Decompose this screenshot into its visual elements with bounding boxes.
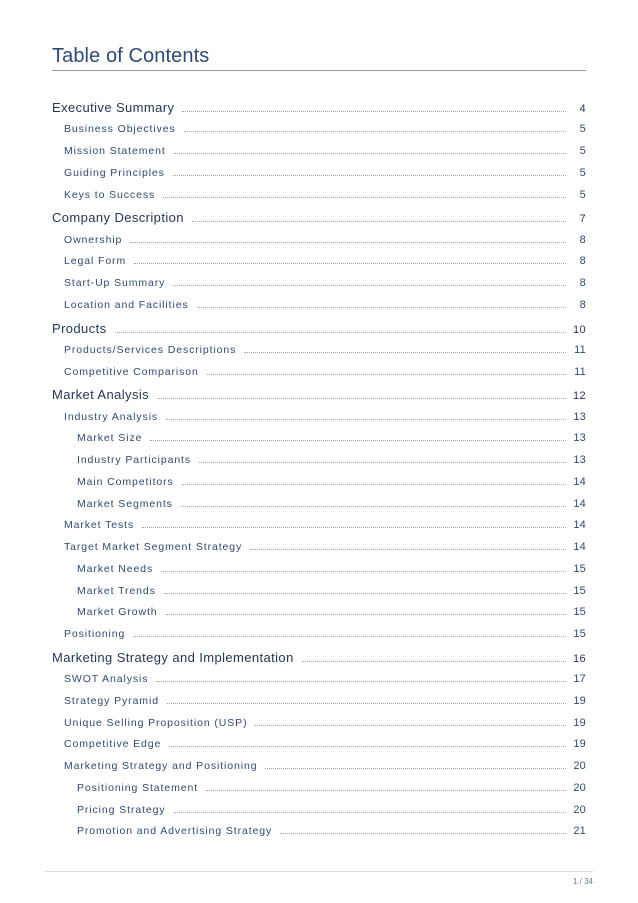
toc-subsection[interactable] bbox=[52, 234, 586, 246]
toc-subsection[interactable] bbox=[52, 825, 586, 837]
toc-subsection[interactable] bbox=[52, 476, 586, 488]
toc-subsection[interactable] bbox=[52, 189, 586, 201]
toc-entry-page: 14 bbox=[573, 497, 586, 510]
toc-entry-page: 19 bbox=[573, 738, 586, 751]
toc-subsection[interactable] bbox=[52, 432, 586, 444]
dot-leader bbox=[184, 131, 566, 132]
dot-leader bbox=[265, 768, 566, 769]
toc-entry-label: Main Competitors bbox=[77, 475, 174, 488]
toc-subsection[interactable] bbox=[52, 717, 586, 729]
toc-section[interactable] bbox=[52, 650, 586, 665]
toc-entry-label: Industry Participants bbox=[77, 454, 192, 466]
dot-leader bbox=[302, 661, 566, 662]
toc-entry-page: 13 bbox=[573, 410, 586, 423]
dot-leader bbox=[157, 398, 566, 399]
toc-entry-label: Mission Statement bbox=[64, 145, 166, 157]
dot-leader bbox=[181, 506, 566, 507]
dot-leader bbox=[163, 197, 566, 198]
toc-subsection[interactable] bbox=[52, 541, 586, 553]
dot-leader bbox=[173, 285, 566, 286]
dot-leader bbox=[206, 790, 566, 791]
toc-entry-page: 14 bbox=[573, 541, 586, 553]
toc-subsection[interactable] bbox=[52, 673, 586, 685]
toc-entry-page: 8 bbox=[579, 298, 586, 311]
toc-entry-label: Guiding Principles bbox=[64, 166, 165, 179]
toc-entry-page: 15 bbox=[573, 606, 586, 619]
toc-entry-label: Marketing Strategy and Positioning bbox=[64, 760, 258, 772]
toc-section[interactable] bbox=[52, 100, 586, 115]
toc-subsection[interactable] bbox=[52, 411, 586, 423]
toc-entry-label: Promotion and Advertising Strategy bbox=[77, 825, 273, 838]
toc-entry-label: Unique Selling Proposition (USP) bbox=[64, 716, 248, 729]
dot-leader bbox=[207, 374, 566, 375]
toc-entry-label: Market Size bbox=[77, 432, 143, 445]
toc-entry-label: Executive Summary bbox=[52, 100, 175, 115]
dot-leader bbox=[166, 614, 566, 615]
toc-entry-label: Ownership bbox=[64, 233, 123, 246]
toc-entry-page: 19 bbox=[573, 694, 586, 707]
toc-entry-label: Legal Form bbox=[64, 255, 127, 268]
toc-entry-label: Location and Facilities bbox=[64, 298, 189, 311]
toc-subsection[interactable] bbox=[52, 804, 586, 816]
page-title: Table of Contents bbox=[52, 45, 210, 67]
toc-entry-page: 20 bbox=[573, 803, 586, 816]
page-indicator: 1 / 34 bbox=[572, 877, 593, 886]
toc-entry-label: Business Objectives bbox=[64, 123, 176, 136]
toc-subsection[interactable] bbox=[52, 606, 586, 618]
toc-subsection[interactable] bbox=[52, 255, 586, 267]
dot-leader bbox=[174, 153, 566, 154]
dot-leader bbox=[164, 593, 566, 594]
toc-entry-label: Market Tests bbox=[64, 519, 135, 532]
toc-subsection[interactable] bbox=[52, 585, 586, 597]
dot-leader bbox=[150, 440, 566, 441]
toc-entry-label: Market Needs bbox=[77, 562, 154, 575]
toc-subsection[interactable] bbox=[52, 782, 586, 794]
toc-subsection[interactable] bbox=[52, 519, 586, 531]
dot-leader bbox=[156, 681, 566, 682]
toc-entry-page: 4 bbox=[579, 103, 586, 115]
toc-entry-label: Market Trends bbox=[77, 584, 156, 597]
toc-entry-label: Strategy Pyramid bbox=[64, 694, 159, 707]
dot-leader bbox=[169, 746, 566, 747]
toc-entry-page: 11 bbox=[574, 343, 586, 356]
toc-entry-page: 10 bbox=[572, 323, 586, 336]
toc-entry-page: 15 bbox=[573, 562, 586, 575]
toc-section[interactable] bbox=[52, 387, 586, 402]
toc-section[interactable] bbox=[52, 210, 586, 225]
dot-leader bbox=[197, 307, 566, 308]
dot-leader bbox=[199, 462, 566, 463]
toc-entry-page: 11 bbox=[574, 365, 586, 378]
toc-entry-label: Market Analysis bbox=[52, 387, 150, 403]
toc-entry-label: SWOT Analysis bbox=[64, 673, 149, 685]
toc-entry-page: 5 bbox=[579, 123, 586, 136]
toc-entry-page: 17 bbox=[573, 673, 586, 685]
dot-leader bbox=[280, 833, 566, 834]
toc-entry-label: Competitive Comparison bbox=[64, 365, 199, 378]
toc-subsection[interactable] bbox=[52, 738, 586, 750]
toc-subsection[interactable] bbox=[52, 760, 586, 772]
toc-entry-label: Start-Up Summary bbox=[64, 277, 166, 289]
toc-entry-page: 13 bbox=[573, 432, 586, 445]
toc-subsection[interactable] bbox=[52, 167, 586, 179]
dot-leader bbox=[255, 725, 566, 726]
dot-leader bbox=[167, 703, 566, 704]
dot-leader bbox=[133, 636, 566, 637]
toc-entry-label: Market Growth bbox=[77, 606, 158, 619]
toc-entry-label: Company Description bbox=[52, 210, 184, 226]
dot-leader bbox=[192, 221, 566, 222]
toc-entry-page: 8 bbox=[579, 255, 586, 268]
toc-section[interactable] bbox=[52, 321, 586, 336]
toc-subsection[interactable] bbox=[52, 123, 586, 135]
toc-entry-page: 13 bbox=[573, 454, 586, 466]
toc-subsection[interactable] bbox=[52, 145, 586, 157]
dot-leader bbox=[244, 352, 566, 353]
dot-leader bbox=[115, 332, 566, 333]
toc-entry-label: Positioning Statement bbox=[77, 781, 199, 794]
toc-entry-label: Positioning bbox=[64, 628, 126, 640]
toc-entry-page: 8 bbox=[579, 277, 586, 289]
toc-entry-page: 7 bbox=[579, 213, 586, 226]
dot-leader bbox=[182, 484, 566, 485]
toc-subsection[interactable] bbox=[52, 563, 586, 575]
dot-leader bbox=[250, 549, 566, 550]
toc-entry-label: Products bbox=[52, 320, 107, 336]
dot-leader bbox=[142, 527, 566, 528]
footer-divider bbox=[45, 871, 593, 872]
toc-entry-label: Keys to Success bbox=[64, 188, 156, 201]
toc-entry-label: Marketing Strategy and Implementation bbox=[52, 649, 294, 665]
toc-entry-label: Competitive Edge bbox=[64, 738, 162, 751]
toc-entry-label: Products/Services Descriptions bbox=[64, 343, 237, 356]
toc-subsection[interactable] bbox=[52, 299, 586, 311]
dot-leader bbox=[166, 419, 566, 420]
toc-entry-page: 14 bbox=[573, 519, 586, 532]
dot-leader bbox=[182, 111, 566, 112]
toc-subsection[interactable] bbox=[52, 695, 586, 707]
toc-entry-page: 20 bbox=[573, 781, 586, 794]
dot-leader bbox=[161, 571, 566, 572]
toc-entry-label: Target Market Segment Strategy bbox=[64, 541, 243, 553]
toc-entry-label: Industry Analysis bbox=[64, 410, 159, 423]
toc-subsection[interactable] bbox=[52, 366, 586, 378]
dot-leader bbox=[174, 812, 566, 813]
toc-entry-page: 21 bbox=[573, 825, 586, 838]
title-divider bbox=[52, 70, 586, 71]
toc-subsection[interactable] bbox=[52, 628, 586, 640]
toc-entry-page: 5 bbox=[579, 145, 586, 157]
dot-leader bbox=[173, 175, 566, 176]
toc-subsection[interactable] bbox=[52, 344, 586, 356]
toc-entry-page: 5 bbox=[579, 166, 586, 179]
toc-subsection[interactable] bbox=[52, 277, 586, 289]
toc-entry-page: 8 bbox=[579, 233, 586, 246]
toc-subsection[interactable] bbox=[52, 454, 586, 466]
dot-leader bbox=[134, 263, 566, 264]
toc-entry-page: 5 bbox=[579, 188, 586, 201]
toc-entry-page: 15 bbox=[573, 584, 586, 597]
toc-entry-page: 14 bbox=[573, 475, 586, 488]
toc-entry-page: 12 bbox=[572, 390, 586, 403]
toc-entry-page: 20 bbox=[573, 760, 586, 772]
toc-entry-label: Pricing Strategy bbox=[77, 803, 166, 816]
dot-leader bbox=[130, 242, 566, 243]
toc-subsection[interactable] bbox=[52, 498, 586, 510]
toc-entry-label: Market Segments bbox=[77, 497, 173, 510]
toc-entry-page: 15 bbox=[573, 628, 586, 640]
toc-entry-page: 19 bbox=[573, 716, 586, 729]
toc-entry-page: 16 bbox=[572, 652, 586, 665]
